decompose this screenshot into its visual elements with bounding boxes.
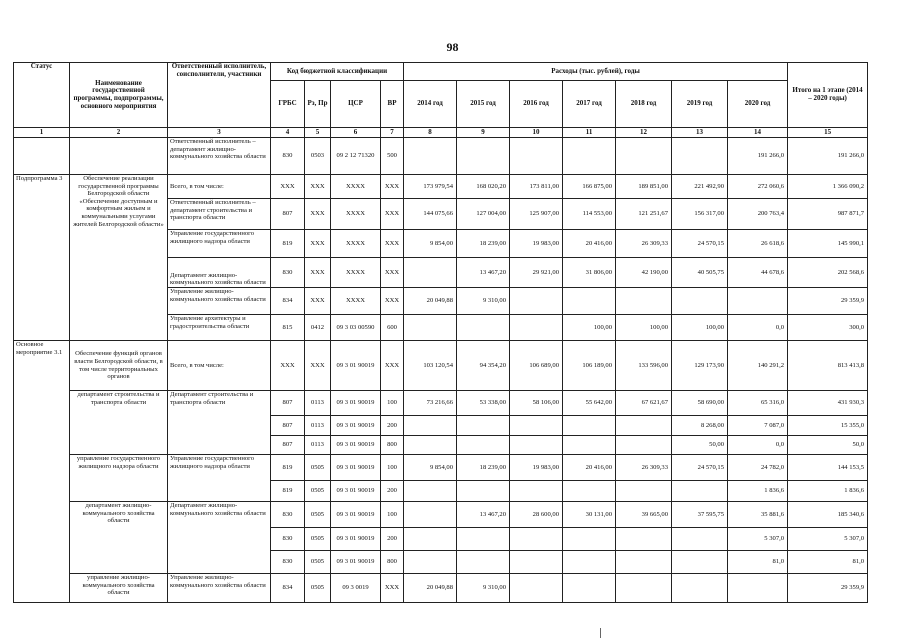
csr-cell: 09 3 01 90019 [331,341,381,391]
budget-table [13,62,868,603]
csr-cell: ХХХХ [331,199,381,230]
value-2016: 58 106,00 [510,391,563,416]
name-cell: управление государственного жилищного надзора области [70,455,168,502]
column-number: 3 [168,128,271,138]
value-total: 987 871,7 [788,199,868,230]
value-2018: 26 309,33 [616,455,672,481]
value-2014 [404,416,457,436]
value-2014 [404,315,457,341]
value-2014 [404,551,457,574]
name-cell [70,138,168,175]
value-2020 [728,574,788,603]
name-cell: Обеспечение функций органов власти Белгородской области, в том числе территориальных органов [70,341,168,391]
rzpr-cell: 0505 [305,528,331,551]
executor-cell: Департамент жилищно-коммунального хозяйства области [168,502,271,574]
value-2020: 140 291,2 [728,341,788,391]
value-2018: 100,00 [616,315,672,341]
table-row [14,391,868,416]
value-2018 [616,288,672,315]
value-2015 [457,138,510,175]
value-2020: 7 087,0 [728,416,788,436]
value-total: 813 413,8 [788,341,868,391]
rzpr-cell: ХХХ [305,199,331,230]
csr-cell: ХХХХ [331,230,381,258]
value-2017: 30 131,00 [563,502,616,528]
value-2015 [457,315,510,341]
page-number: 98 [446,40,459,54]
table-row [14,574,868,603]
csr-cell: 09 3 01 90019 [331,528,381,551]
value-2020: 191 266,0 [728,138,788,175]
header-year-2014: 2014 год [404,81,457,128]
value-2015: 94 354,20 [457,341,510,391]
value-2017 [563,138,616,175]
value-2014: 20 049,88 [404,288,457,315]
value-total: 202 568,6 [788,258,868,288]
value-total: 50,0 [788,436,868,455]
value-2014 [404,436,457,455]
value-2017 [563,551,616,574]
value-2014 [404,258,457,288]
value-2016: 29 921,00 [510,258,563,288]
value-2015 [457,436,510,455]
name-cell: департамент жилищно-коммунального хозяйства области [70,502,168,574]
rzpr-cell: 0113 [305,391,331,416]
header-executor: Ответственный исполнитель, соисполнители, участники [168,63,271,128]
executor-cell: Управление государственного жилищного надзора области [168,455,271,502]
value-2016 [510,315,563,341]
rzpr-cell: ХХХ [305,175,331,199]
column-number: 5 [305,128,331,138]
value-2018: 189 851,00 [616,175,672,199]
value-2017: 100,00 [563,315,616,341]
rzpr-cell: 0505 [305,574,331,603]
value-2018 [616,436,672,455]
header-total: Итого на 1 этапе (2014 – 2020 годы) [788,63,868,128]
vr-cell: 200 [381,416,404,436]
value-2017: 106 189,00 [563,341,616,391]
executor-cell: Департамент строительства и транспорта области [168,391,271,455]
value-2019: 100,00 [672,315,728,341]
value-2017: 166 875,00 [563,175,616,199]
column-number: 1 [14,128,70,138]
value-2016: 19 983,00 [510,230,563,258]
column-number: 8 [404,128,457,138]
csr-cell: 09 3 03 00590 [331,315,381,341]
header-grbs: ГРБС [271,81,305,128]
value-2017 [563,528,616,551]
grbs-cell: 834 [271,288,305,315]
value-2019 [672,574,728,603]
grbs-cell: 815 [271,315,305,341]
rzpr-cell: ХХХ [305,288,331,315]
value-2017 [563,436,616,455]
value-2014 [404,502,457,528]
rzpr-cell: 0412 [305,315,331,341]
value-2015: 53 338,00 [457,391,510,416]
value-2018: 133 596,00 [616,341,672,391]
header-csr: ЦСР [331,81,381,128]
header-budget-code: Код бюджетной классификации [271,63,404,81]
column-number: 11 [563,128,616,138]
value-2020: 0,0 [728,315,788,341]
grbs-cell: 830 [271,551,305,574]
status-cell: Основное мероприятие 3.1 [14,341,70,603]
value-total: 29 359,9 [788,288,868,315]
value-2017: 20 416,00 [563,455,616,481]
table-row [14,341,868,391]
value-2020 [728,288,788,315]
vr-cell: 200 [381,528,404,551]
value-total: 1 366 090,2 [788,175,868,199]
value-2015: 9 310,00 [457,574,510,603]
csr-cell: 09 3 01 90019 [331,391,381,416]
value-2015: 13 467,20 [457,502,510,528]
grbs-cell: 807 [271,199,305,230]
grbs-cell: 834 [271,574,305,603]
table-row [14,138,868,175]
column-number: 10 [510,128,563,138]
value-2020: 65 316,0 [728,391,788,416]
grbs-cell: ХХХ [271,341,305,391]
value-2019: 129 173,90 [672,341,728,391]
value-2016 [510,528,563,551]
value-2019: 37 595,75 [672,502,728,528]
value-2017: 55 642,00 [563,391,616,416]
executor-cell: Управление государственного жилищного надзора области [168,230,271,258]
value-2015: 127 004,00 [457,199,510,230]
vr-cell: 200 [381,481,404,502]
value-2019: 156 317,00 [672,199,728,230]
value-2019 [672,481,728,502]
value-2017: 114 553,00 [563,199,616,230]
value-2015: 168 020,20 [457,175,510,199]
vr-cell: 800 [381,551,404,574]
value-2020: 35 881,6 [728,502,788,528]
table-row [14,175,868,199]
grbs-cell: ХХХ [271,175,305,199]
vr-cell: ХХХ [381,341,404,391]
value-2016 [510,416,563,436]
value-2014: 173 979,54 [404,175,457,199]
header-status: Статус [14,63,70,128]
csr-cell: 09 2 12 71320 [331,138,381,175]
value-total: 5 307,0 [788,528,868,551]
header-year-2019: 2019 год [672,81,728,128]
csr-cell: 09 3 01 90019 [331,416,381,436]
header-year-2015: 2015 год [457,81,510,128]
header-vr: ВР [381,81,404,128]
executor-cell: Управление архитектуры и градостроительства области [168,315,271,341]
vr-cell: 800 [381,436,404,455]
rzpr-cell: 0505 [305,455,331,481]
rzpr-cell: ХХХ [305,230,331,258]
value-2015 [457,416,510,436]
value-2018 [616,481,672,502]
value-2016 [510,574,563,603]
value-2020: 1 836,6 [728,481,788,502]
column-number: 9 [457,128,510,138]
rzpr-cell: ХХХ [305,258,331,288]
value-2014 [404,138,457,175]
value-2019: 24 570,15 [672,230,728,258]
value-2019: 8 268,00 [672,416,728,436]
column-number: 12 [616,128,672,138]
value-2016 [510,138,563,175]
value-2019: 40 505,75 [672,258,728,288]
grbs-cell: 830 [271,138,305,175]
vr-cell: ХХХ [381,175,404,199]
value-2019 [672,138,728,175]
executor-cell: Всего, в том числе: [168,341,271,391]
value-2018 [616,528,672,551]
budget-table-body [14,138,868,603]
column-number: 14 [728,128,788,138]
name-cell: управление жилищно-коммунального хозяйства области [70,574,168,603]
csr-cell: ХХХХ [331,175,381,199]
value-2020: 44 678,6 [728,258,788,288]
vr-cell: 600 [381,315,404,341]
rzpr-cell: 0505 [305,502,331,528]
value-2019 [672,551,728,574]
csr-cell: 09 3 01 90019 [331,551,381,574]
value-2014 [404,528,457,551]
value-2018 [616,138,672,175]
value-2018: 121 251,67 [616,199,672,230]
value-2015 [457,551,510,574]
name-cell: департамент строительства и транспорта области [70,391,168,455]
value-2018 [616,551,672,574]
grbs-cell: 830 [271,528,305,551]
vr-cell: 100 [381,391,404,416]
grbs-cell: 807 [271,436,305,455]
csr-cell: 09 3 01 90019 [331,436,381,455]
csr-cell: 09 3 01 90019 [331,481,381,502]
value-2019: 58 690,00 [672,391,728,416]
header-year-2016: 2016 год [510,81,563,128]
column-number: 6 [331,128,381,138]
grbs-cell: 830 [271,258,305,288]
executor-cell: Ответственный исполнитель – департамент строительства и транспорта области [168,199,271,230]
value-2020: 200 763,4 [728,199,788,230]
header-year-2017: 2017 год [563,81,616,128]
column-number: 2 [70,128,168,138]
value-2014: 73 216,66 [404,391,457,416]
column-number: 13 [672,128,728,138]
header-rzpr: Рз, Пр [305,81,331,128]
value-2016: 28 600,00 [510,502,563,528]
value-2017 [563,288,616,315]
value-2018: 39 665,00 [616,502,672,528]
value-total: 15 355,0 [788,416,868,436]
header-expenses: Расходы (тыс. рублей), годы [404,63,788,81]
vr-cell: ХХХ [381,288,404,315]
rzpr-cell: 0505 [305,551,331,574]
value-2020: 272 060,6 [728,175,788,199]
vr-cell: 100 [381,455,404,481]
value-2016 [510,551,563,574]
value-2019: 24 570,15 [672,455,728,481]
value-2020: 5 307,0 [728,528,788,551]
column-number: 15 [788,128,868,138]
executor-cell: Ответственный исполнитель – департамент жилищно-коммунального хозяйства области [168,138,271,175]
value-2018: 67 621,67 [616,391,672,416]
executor-cell: Департамент жилищно-коммунального хозяйства области [168,258,271,288]
value-2018: 26 309,33 [616,230,672,258]
rzpr-cell: 0113 [305,436,331,455]
value-2020: 81,0 [728,551,788,574]
status-cell: Подпрограмма 3 [14,175,70,341]
grbs-cell: 807 [271,416,305,436]
value-total: 431 930,3 [788,391,868,416]
value-total: 145 990,1 [788,230,868,258]
csr-cell: ХХХХ [331,288,381,315]
column-number-row [14,128,868,138]
status-cell [14,138,70,175]
name-cell: Обеспечение реализации государственной программы Белгородской области «Обеспечение доступным и комфортным жильем и коммунальными услугами жителей Белгородской области» [70,175,168,341]
rzpr-cell: ХХХ [305,341,331,391]
value-2016 [510,436,563,455]
value-2015: 9 310,00 [457,288,510,315]
vr-cell: ХХХ [381,199,404,230]
column-number: 4 [271,128,305,138]
value-2020: 26 618,6 [728,230,788,258]
value-2020: 24 782,0 [728,455,788,481]
column-number: 7 [381,128,404,138]
value-2015: 13 467,20 [457,258,510,288]
value-2014: 9 854,00 [404,230,457,258]
value-2020: 0,0 [728,436,788,455]
vr-cell: 100 [381,502,404,528]
value-2016: 173 811,00 [510,175,563,199]
value-2017 [563,481,616,502]
csr-cell: 09 3 01 90019 [331,455,381,481]
table-row [14,455,868,481]
header-name: Наименование государственной программы, подпрограммы, основного мероприятия [70,63,168,128]
table-row [14,502,868,528]
value-total: 300,0 [788,315,868,341]
value-2017: 20 416,00 [563,230,616,258]
value-2016: 125 907,00 [510,199,563,230]
value-2019: 221 492,90 [672,175,728,199]
value-2015 [457,481,510,502]
value-2019 [672,288,728,315]
value-total: 29 359,9 [788,574,868,603]
rzpr-cell: 0503 [305,138,331,175]
header-year-2020: 2020 год [728,81,788,128]
value-2014: 103 120,54 [404,341,457,391]
value-2014: 144 075,66 [404,199,457,230]
value-2014 [404,481,457,502]
header-year-2018: 2018 год [616,81,672,128]
value-2019 [672,528,728,551]
value-total: 144 153,5 [788,455,868,481]
value-2019: 50,00 [672,436,728,455]
value-2014: 9 854,00 [404,455,457,481]
grbs-cell: 807 [271,391,305,416]
executor-cell: Управление жилищно-коммунального хозяйства области [168,574,271,603]
value-2016 [510,481,563,502]
value-total: 81,0 [788,551,868,574]
value-2018: 42 190,00 [616,258,672,288]
vr-cell: 500 [381,138,404,175]
csr-cell: 09 3 01 90019 [331,502,381,528]
grbs-cell: 819 [271,481,305,502]
vr-cell: ХХХ [381,230,404,258]
rzpr-cell: 0113 [305,416,331,436]
value-2017 [563,416,616,436]
value-2016: 19 983,00 [510,455,563,481]
value-2015 [457,528,510,551]
value-2014: 20 049,88 [404,574,457,603]
value-total: 185 340,6 [788,502,868,528]
value-2015: 18 239,00 [457,455,510,481]
value-2017 [563,574,616,603]
scan-mark [600,628,613,638]
csr-cell: ХХХХ [331,258,381,288]
value-total: 191 266,0 [788,138,868,175]
value-total: 1 836,6 [788,481,868,502]
value-2016: 106 689,00 [510,341,563,391]
executor-cell: Всего, в том числе: [168,175,271,199]
vr-cell: ХХХ [381,574,404,603]
value-2016 [510,288,563,315]
csr-cell: 09 3 0019 [331,574,381,603]
vr-cell: ХХХ [381,258,404,288]
grbs-cell: 819 [271,455,305,481]
grbs-cell: 819 [271,230,305,258]
value-2015: 18 239,00 [457,230,510,258]
rzpr-cell: 0505 [305,481,331,502]
grbs-cell: 830 [271,502,305,528]
value-2017: 31 806,00 [563,258,616,288]
value-2018 [616,574,672,603]
executor-cell: Управление жилищно-коммунального хозяйства области [168,288,271,315]
value-2018 [616,416,672,436]
